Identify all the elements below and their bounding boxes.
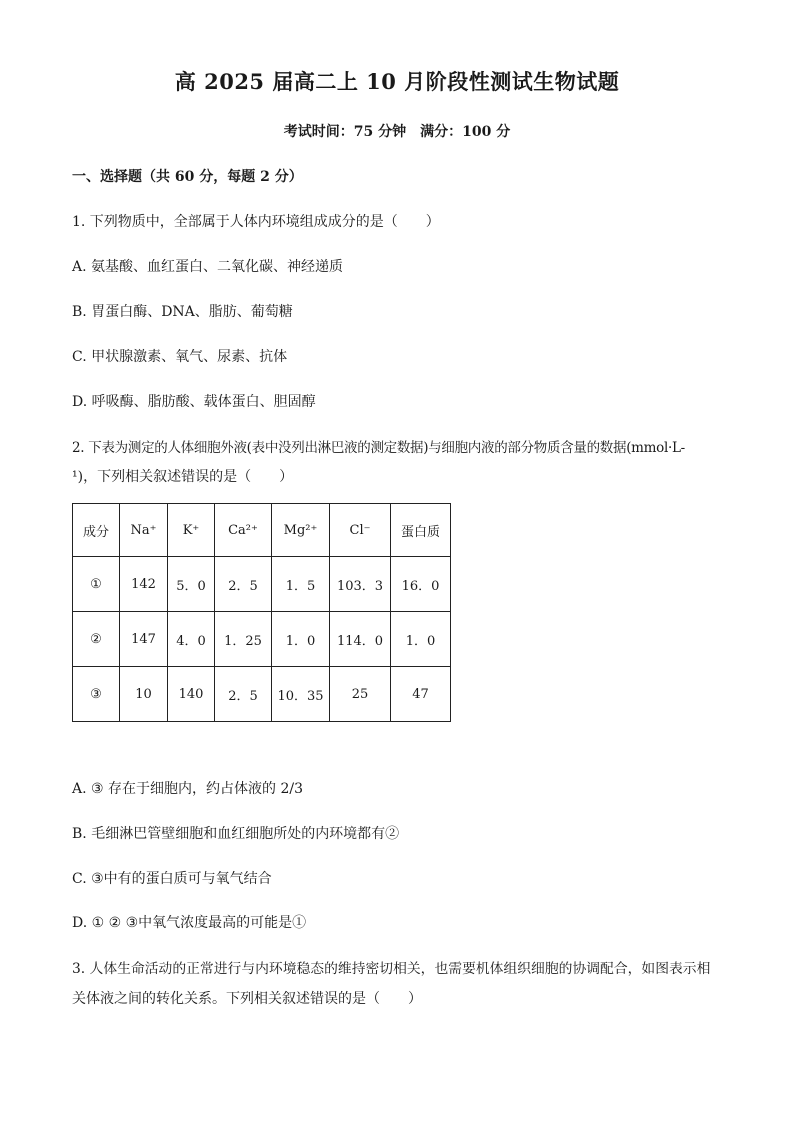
page-title: 高 2025 届高二上 10 月阶段性测试生物试题	[174, 69, 620, 94]
table-cell: 1．0	[272, 612, 330, 667]
table-header-cell: Ca²⁺	[215, 504, 272, 557]
question-1-option-a: A. 氨基酸、血红蛋白、二氧化碳、神经递质	[72, 259, 344, 275]
table-cell: ②	[73, 612, 120, 667]
question-2-option-b: B. 毛细淋巴管壁细胞和血红细胞所处的内环境都有②	[72, 826, 400, 842]
table-header-cell: Mg²⁺	[272, 504, 330, 557]
table-cell: 16．0	[391, 557, 451, 612]
table-cell: 147	[120, 612, 168, 667]
table-header-cell: Na⁺	[120, 504, 168, 557]
table-cell: 114．0	[330, 612, 391, 667]
question-2-stem-line2: ¹)，下列相关叙述错误的是（ ）	[72, 469, 294, 485]
table-row	[73, 667, 451, 722]
table-cell: 2．5	[215, 557, 272, 612]
table-row	[73, 557, 451, 612]
table-cell: 140	[168, 667, 215, 722]
table-cell: 4．0	[168, 612, 215, 667]
table-cell: ①	[73, 557, 120, 612]
ion-content-table	[72, 503, 451, 722]
question-1-option-b: B. 胃蛋白酶、DNA、脂肪、葡萄糖	[72, 304, 293, 320]
question-2-stem-line1: 2. 下表为测定的人体细胞外液(表中没列出淋巴液的测定数据)与细胞内液的部分物质含量的数据(mmol·L-	[72, 440, 685, 456]
table-header-cell: Cl⁻	[330, 504, 391, 557]
question-2-option-a: A. ③ 存在于细胞内，约占体液的 2/3	[72, 781, 303, 797]
table-cell: 1．5	[272, 557, 330, 612]
question-1-option-d: D. 呼吸酶、脂肪酸、载体蛋白、胆固醇	[72, 394, 316, 410]
question-2-option-d: D. ① ② ③中氧气浓度最高的可能是①	[72, 915, 307, 931]
question-2-option-c: C. ③中有的蛋白质可与氧气结合	[72, 871, 272, 887]
table-cell: 25	[330, 667, 391, 722]
question-1-option-c: C. 甲状腺激素、氧气、尿素、抗体	[72, 349, 288, 365]
exam-info: 考试时间：75 分钟 满分：100 分	[283, 124, 511, 140]
table-header-cell: 蛋白质	[391, 504, 451, 557]
table-cell: 2．5	[215, 667, 272, 722]
question-1-stem: 1. 下列物质中，全部属于人体内环境组成成分的是（ ）	[72, 214, 440, 230]
table-cell: 142	[120, 557, 168, 612]
table-header-row	[73, 504, 451, 557]
section-heading: 一、选择题（共 60 分，每题 2 分）	[72, 169, 303, 185]
question-3-stem-line2: 关体液之间的转化关系。下列相关叙述错误的是（ ）	[72, 991, 422, 1007]
question-3-stem-line1: 3. 人体生命活动的正常进行与内环境稳态的维持密切相关，也需要机体组织细胞的协调配合，如图表示相	[72, 961, 711, 977]
table-cell: 10．35	[272, 667, 330, 722]
table-cell: 10	[120, 667, 168, 722]
table-cell: 1．0	[391, 612, 451, 667]
table-header-cell: 成分	[73, 504, 120, 557]
table-cell: 103．3	[330, 557, 391, 612]
table-cell: ③	[73, 667, 120, 722]
table-row	[73, 612, 451, 667]
table-header-cell: K⁺	[168, 504, 215, 557]
table-cell: 5．0	[168, 557, 215, 612]
table-cell: 47	[391, 667, 451, 722]
table-cell: 1．25	[215, 612, 272, 667]
